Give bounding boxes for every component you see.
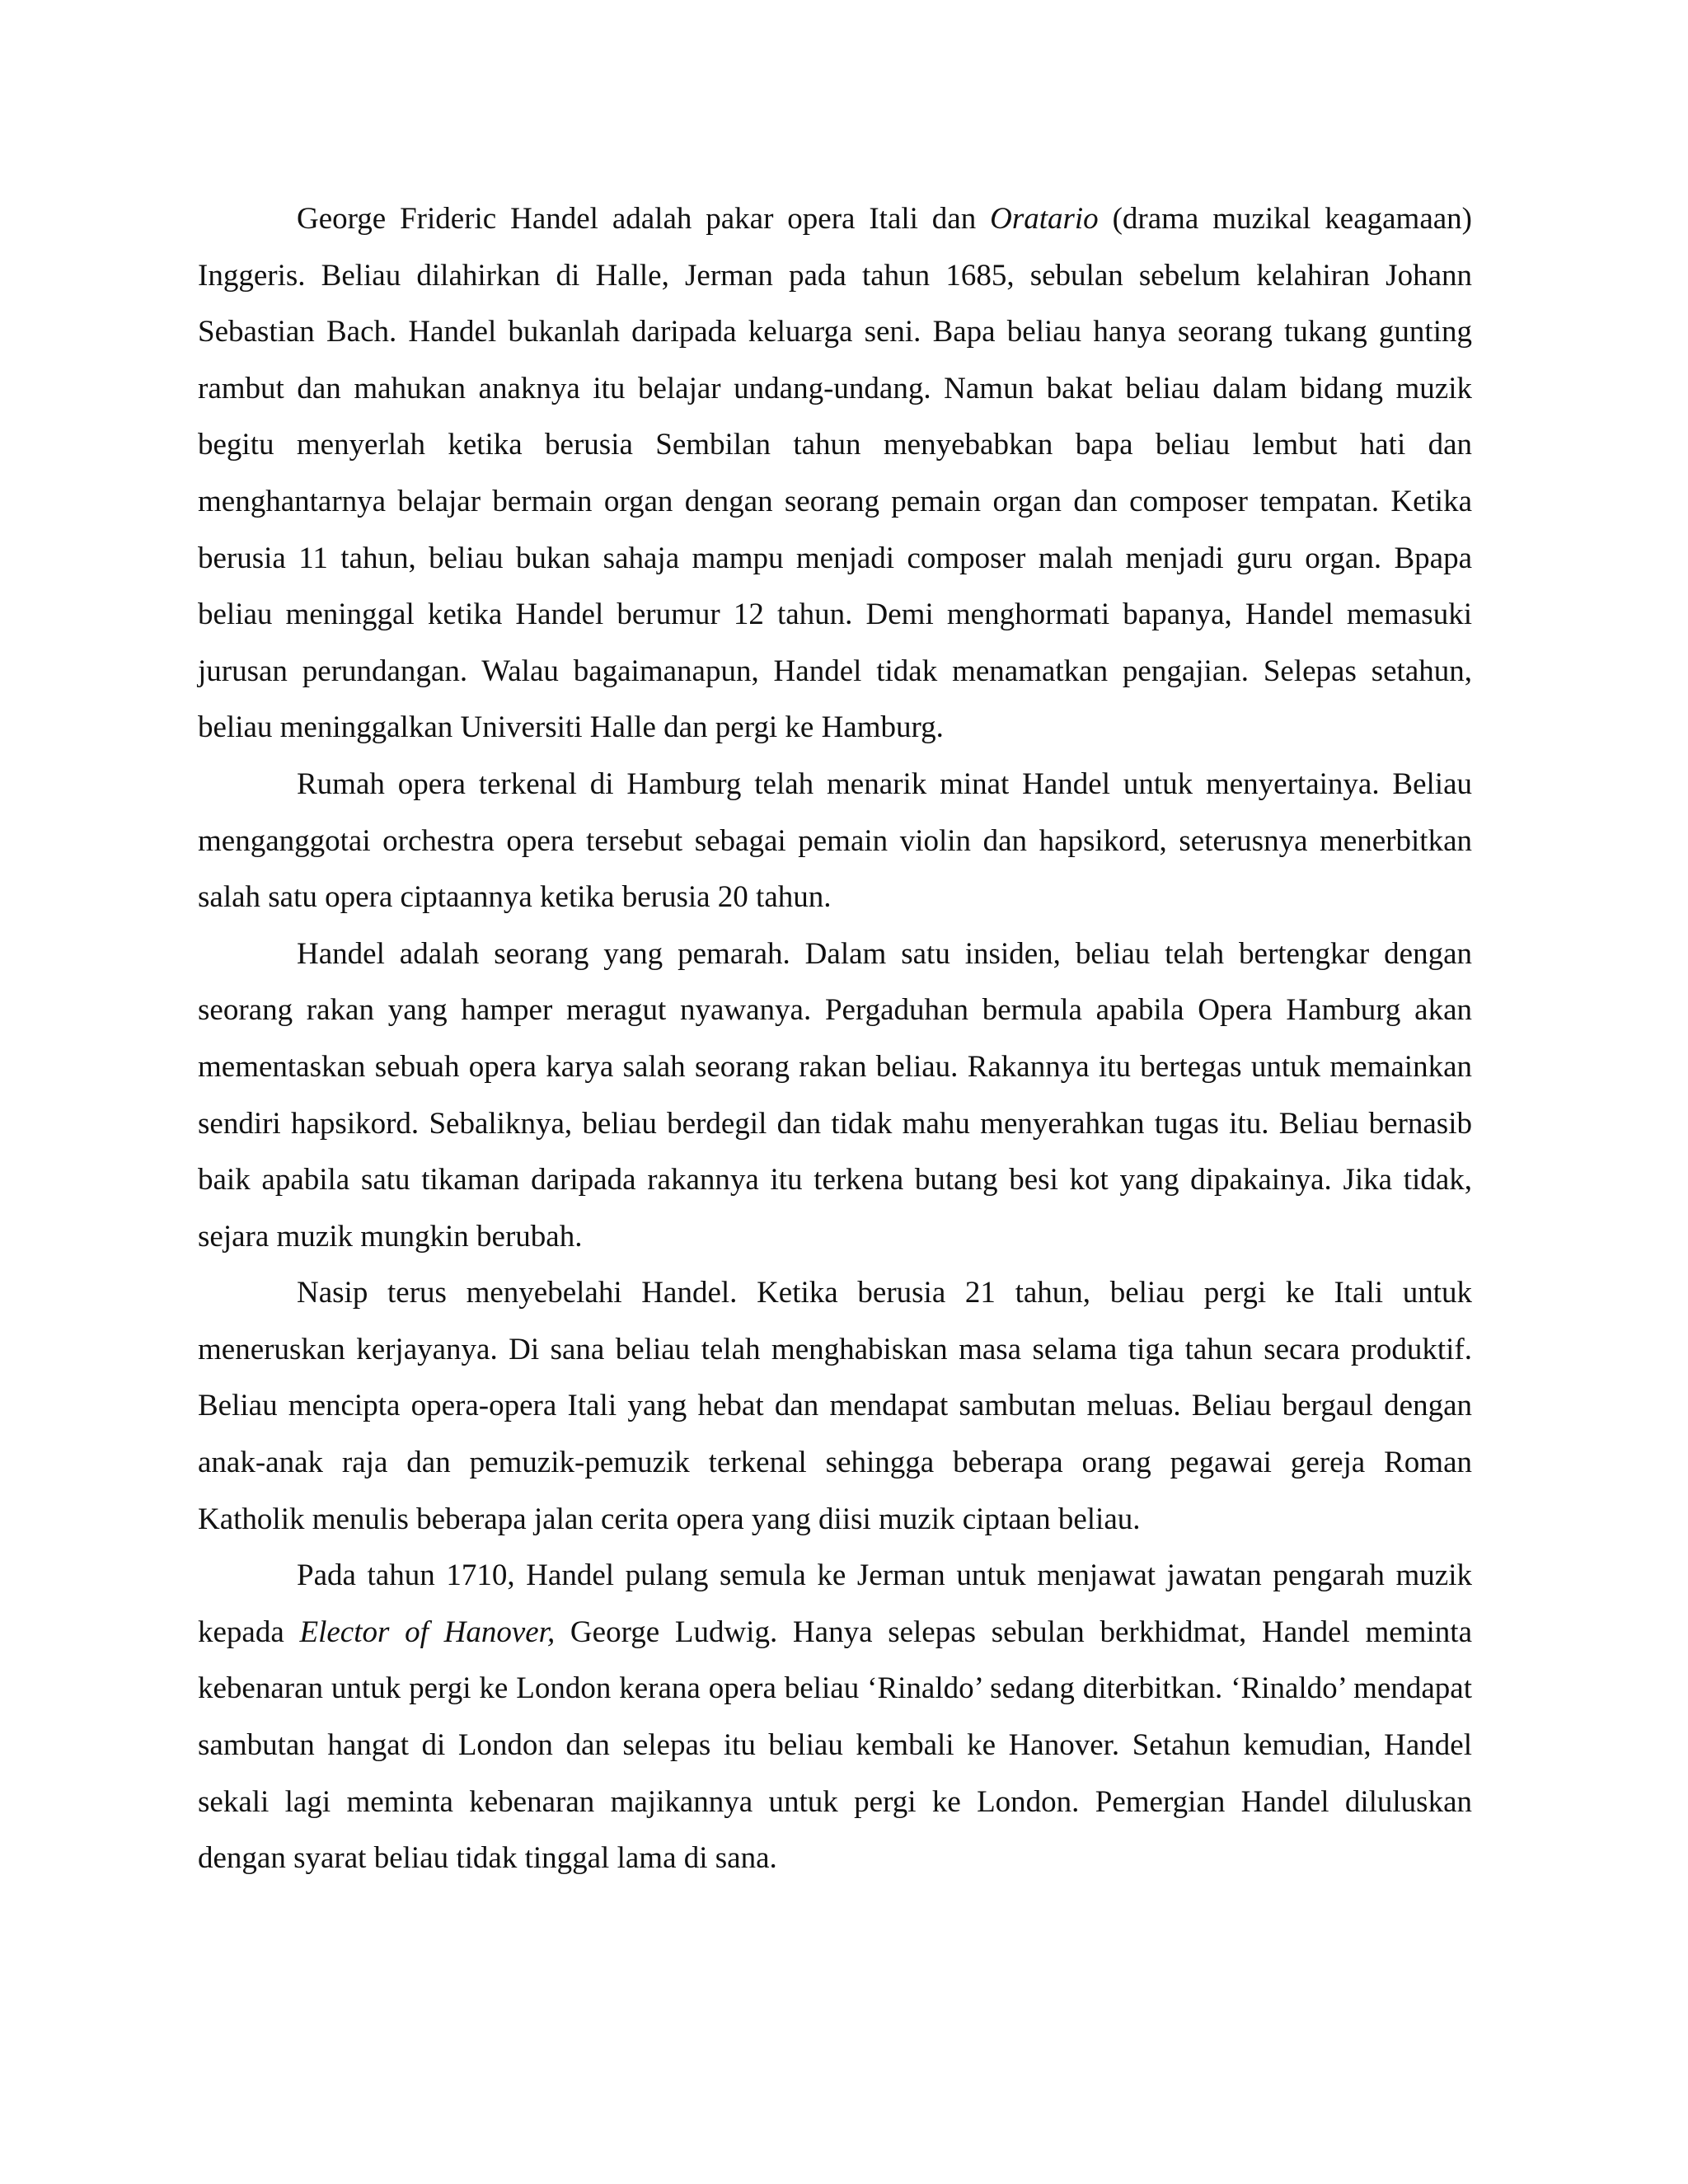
paragraph-5-text-a: Pada tahun 1710, Handel pulang semula ke Jerman untuk menjawat jawatan pengarah muzik kepada — [198, 1558, 1472, 1649]
paragraph-5 — [198, 1548, 1472, 1887]
paragraph-1-text-b: (drama muzikal keagamaan) Inggeris. Beliau dilahirkan di Halle, Jerman pada tahun 1685, sebulan sebelum kelahiran Johann Sebastian Bach. Handel bukanlah daripada keluarga seni. Bapa beliau hanya seorang tukang gunting rambut dan mahukan anaknya itu belajar undang-undang. Namun bakat beliau dalam bidang muzik begitu menyerlah ketika berusia Sembilan tahun menyebabkan bapa beliau lembut hati dan menghantarnya belajar bermain organ dengan seorang pemain organ dan composer tempatan. Ketika berusia 11 tahun, beliau bukan sahaja mampu menjadi composer malah menjadi guru organ. Bpapa beliau meninggal ketika Handel berumur 12 tahun. Demi menghormati bapanya, Handel memasuki jurusan perundangan. Walau bagaimanapun, Handel tidak menamatkan pengajian. Selepas setahun, beliau meninggalkan Universiti Halle dan pergi ke Hamburg. — [198, 202, 1472, 745]
paragraph-5-italic-term: Elector of Hanover, — [299, 1615, 556, 1649]
paragraph-1-text-a: George Frideric Handel adalah pakar opera Itali dan — [297, 202, 991, 236]
paragraph-3: Handel adalah seorang yang pemarah. Dalam satu insiden, beliau telah bertengkar dengan seorang rakan yang hamper meragut nyawanya. Pergaduhan bermula apabila Opera Hamburg akan mementaskan sebuah opera karya salah seorang rakan beliau. Rakannya itu bertegas untuk memainkan sendiri hapsikord. Sebaliknya, beliau berdegil dan tidak mahu menyerahkan tugas itu. Beliau bernasib baik apabila satu tikaman daripada rakannya itu terkena butang besi kot yang dipakainya. Jika tidak, sejara muzik mungkin berubah. — [198, 936, 1472, 1254]
paragraph-2: Rumah opera terkenal di Hamburg telah menarik minat Handel untuk menyertainya. Beliau menganggotai orchestra opera tersebut sebagai pemain violin dan hapsikord, seterusnya menerbitkan salah satu opera ciptaannya ketika berusia 20 tahun. — [198, 766, 1472, 915]
paragraph-5-text-b: George Ludwig. Hanya selepas sebulan berkhidmat, Handel meminta kebenaran untuk pergi ke London kerana opera beliau ‘Rinaldo’ sedang diterbitkan. ‘Rinaldo’ mendapat sambutan hangat di London dan selepas itu beliau kembali ke Hanover. Setahun kemudian, Handel sekali lagi meminta kebenaran majikannya untuk pergi ke London. Pemergian Handel diluluskan dengan syarat beliau tidak tinggal lama di sana. — [198, 1615, 1472, 1876]
paragraph-1-italic-term: Oratario — [990, 202, 1099, 236]
document-body — [198, 191, 1472, 1887]
paragraph-1 — [198, 191, 1472, 757]
paragraph-4: Nasip terus menyebelahi Handel. Ketika berusia 21 tahun, beliau pergi ke Itali untuk meneruskan kerjayanya. Di sana beliau telah menghabiskan masa selama tiga tahun secara produktif. Beliau mencipta opera-opera Itali yang hebat dan mendapat sambutan meluas. Beliau bergaul dengan anak-anak raja dan pemuzik-pemuzik terkenal sehingga beberapa orang pegawai gereja Roman Katholik menulis beberapa jalan cerita opera yang diisi muzik ciptaan beliau. — [198, 1276, 1472, 1536]
